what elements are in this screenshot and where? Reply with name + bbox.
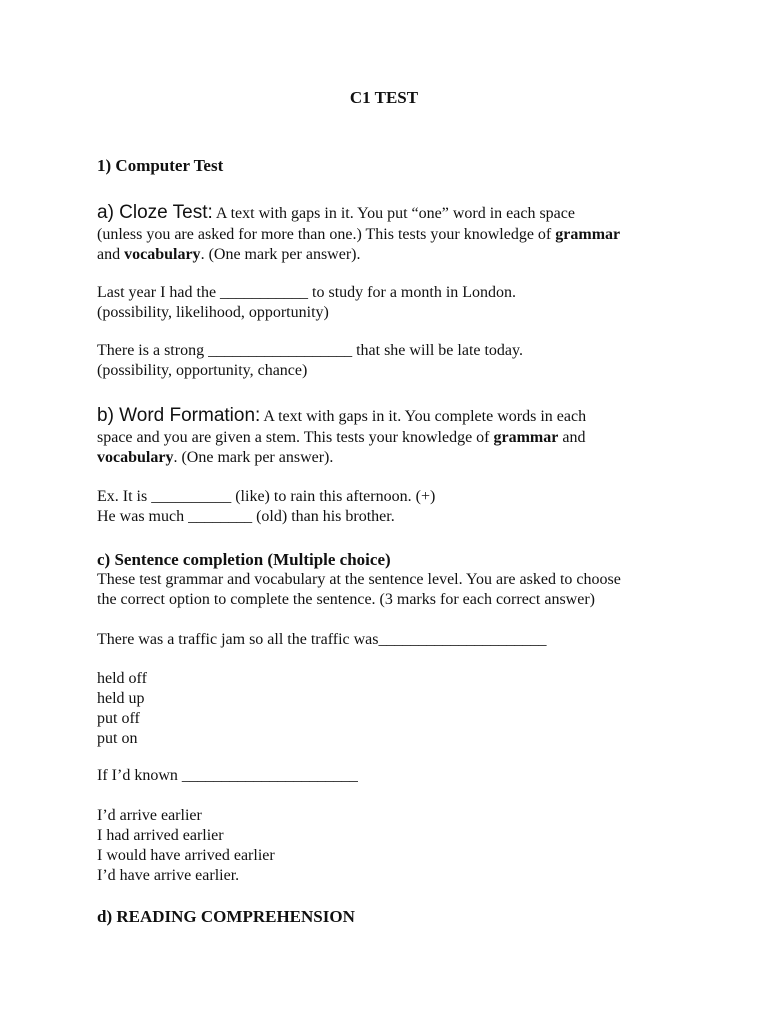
cloze-example-2: There is a strong __________________ that she will be late today. (possibility, opportunity, chance) bbox=[97, 342, 523, 379]
question-1-options bbox=[97, 669, 708, 749]
option: put off bbox=[97, 710, 140, 727]
word-formation-intro: b) Word Formation: A text with gaps in it. You complete words in each bbox=[97, 405, 587, 426]
option: I’d arrive earlier bbox=[97, 807, 202, 824]
cloze-test-desc: (unless you are asked for more than one.) This tests your knowledge of grammar bbox=[97, 226, 621, 243]
word-formation-heading: b) Word Formation bbox=[97, 405, 256, 426]
option: held off bbox=[97, 670, 147, 687]
option: I had arrived earlier bbox=[97, 827, 224, 844]
word-formation-examples: Ex. It is __________ (like) to rain this afternoon. (+) He was much ________ (old) than his brother. bbox=[97, 488, 436, 525]
page-title: C1 TEST bbox=[349, 88, 419, 107]
sentence-completion-section: c) Sentence completion (Multiple choice) These test grammar and vocabulary at the sentence level. You are asked to choose the correct option to complete the sentence. (3 marks for each correct answer) bbox=[97, 550, 708, 610]
cloze-test-section bbox=[97, 202, 708, 265]
word-formation-desc: space and you are given a stem. This tests your knowledge of grammar and bbox=[97, 429, 586, 446]
word-formation-desc-2: vocabulary. (One mark per answer). bbox=[97, 449, 334, 466]
option: put on bbox=[97, 730, 138, 747]
section-heading-computer-test: 1) Computer Test bbox=[97, 156, 224, 175]
question-2: If I’d known ______________________ bbox=[97, 767, 358, 784]
option: held up bbox=[97, 690, 145, 707]
cloze-test-desc-2: and vocabulary. (One mark per answer). bbox=[97, 246, 361, 263]
cloze-test-heading: a) Cloze Test bbox=[97, 202, 208, 223]
reading-comprehension-heading: d) READING COMPREHENSION bbox=[97, 907, 355, 926]
option: I would have arrived earlier bbox=[97, 847, 275, 864]
option: I’d have arrive earlier. bbox=[97, 867, 240, 884]
cloze-example-1: Last year I had the ___________ to study for a month in London. (possibility, likelihood, opportunity) bbox=[97, 284, 517, 321]
question-1: There was a traffic jam so all the traffic was_____________________ bbox=[97, 631, 547, 648]
cloze-test-intro: a) Cloze Test: A text with gaps in it. You put “one” word in each space bbox=[97, 202, 575, 223]
question-2-options bbox=[97, 806, 708, 886]
sentence-completion-heading: c) Sentence completion (Multiple choice) bbox=[97, 550, 391, 569]
word-formation-section bbox=[97, 405, 708, 468]
reading-comprehension-section bbox=[97, 907, 708, 927]
